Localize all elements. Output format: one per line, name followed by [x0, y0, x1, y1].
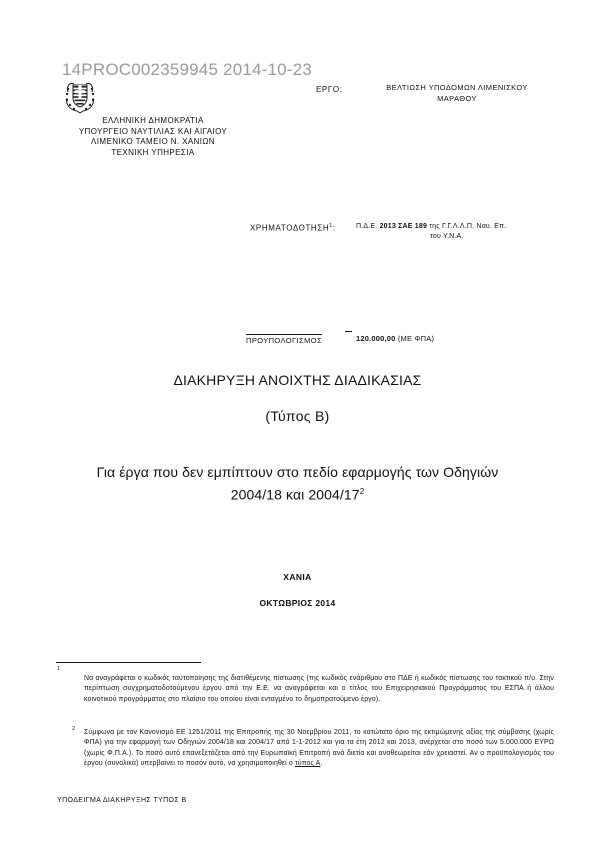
footnote-separator: [56, 662, 201, 663]
footnote-1-text: Να αναγράφεται ο κωδικός ταυτοποίησης της διατιθέμενης πίστωσης (της κωδικός ενάριθμου στο ΠΔΕ ή κωδικός πίστωσης του τακτικού π/υ. Στην περίπτωση συγχρηματοδοτούμενου έργου από την Ε.Ε. να αναγράφεται και ο τίτλος του Επιχειρησιακού Προγράμματος του ΕΣΠΑ ή άλλου κοινοτικού προγράμματος στο πλαίσιο του οποίου είναι ενταγμένο το δημοπρατούμενο έργο).: [84, 675, 554, 703]
footnote-ref-2: 2: [359, 487, 365, 496]
project-title: [372, 82, 542, 104]
budget-value: [356, 334, 434, 343]
document-title: ΔΙΑΚΗΡΥΞΗ ΑΝΟΙΧΤΗΣ ΔΙΑΔΙΚΑΣΙΑΣ: [173, 372, 422, 388]
project-title-line: ΒΕΛΤΙΩΣΗ ΥΠΟΔΟΜΩΝ ΛΙΜΕΝΙΣΚΟΥ: [386, 83, 528, 92]
footnote-2-mark: 2: [72, 726, 76, 732]
subtitle-line2-wrap: [40, 482, 555, 505]
project-title-line: ΜΑΡΑΘΟΥ: [437, 94, 477, 103]
city: ΧΑΝΙΑ: [283, 572, 312, 582]
funding-line1-a: Π.Δ.Ε.: [356, 223, 380, 230]
greek-coat-of-arms-emblem: [64, 78, 96, 114]
footnote-2-end: .: [320, 759, 323, 767]
document-subtitle: [40, 463, 555, 505]
issue-date: ΟΚΤΩΒΡΙΟΣ 2014: [259, 598, 336, 608]
budget-amount: 120.000,00: [356, 334, 396, 343]
funding-label-text: ΧΡΗΜΑΤΟΔΟΤΗΣΗ: [250, 223, 330, 233]
footnote-2-text: Σύμφωνα με τον Κανονισμό ΕΕ 1251/2011 της Επιτροπής της 30 Νοεμβρίου 2011, το κατώτατο όριο της εκτιμώμενης αξίας της σύμβασης (χωρίς ΦΠΑ) για την εφαρμογή των Οδηγιών 2004/18 και 2004/17 από 1-1-2012 και για τα έτη 2012 και 2013, ανέρχεται στο ποσό των 5.000.000 ΕΥΡΩ (χωρίς Φ.Π.Α.). Το ποσό αυτό επανεξετάζεται από την Ευρωπαϊκή Επιτροπή ανά διετία και αναθεωρείται εάν χρειαστεί. Αν ο προϋπολογισμός του έργου (συνολικά) υπερβαίνει το ποσόν αυτό, να χρησιμοποιηθεί ο: [84, 729, 554, 767]
page-footer: ΥΠΟΔΕΙΓΜΑ ΔΙΑΚΗΡΥΞΗΣ ΤΥΠΟΣ Β: [57, 797, 187, 804]
funding-source: [356, 222, 551, 242]
subtitle-line2: 2004/18 και 2004/17: [230, 486, 360, 503]
funding-line1-c: της Γ.Γ.Λ.Λ.Π. Ναυ. Επ.: [427, 223, 507, 230]
budget-divider: [345, 331, 352, 332]
document-id-watermark: 14PROC002359945 2014-10-23: [62, 60, 312, 79]
footnote-2: [84, 728, 554, 769]
footnote-2-type-a: τύπος Α: [294, 759, 321, 767]
document-type: (Τύπος Β): [265, 408, 330, 424]
budget-unit: (ΜΕ ΦΠΑ): [397, 334, 435, 343]
authority-line: ΤΕΧΝΙΚΗ ΥΠΗΡΕΣΙΑ: [111, 147, 195, 157]
authority-line: ΕΛΛΗΝΙΚΗ ΔΗΜΟΚΡΑΤΙΑ: [102, 116, 204, 125]
funding-label: [250, 223, 336, 233]
issuing-authority: [58, 116, 248, 158]
footnote-1-mark: 1: [57, 666, 61, 672]
funding-colon: :: [332, 223, 336, 233]
funding-line1-b: 2013 ΣΑΕ 189: [379, 223, 428, 230]
budget-label: ΠΡΟΥΠΟΛΟΓΙΣΜΟΣ: [246, 336, 322, 345]
footnote-ref-1: 1: [329, 223, 333, 229]
authority-line: ΛΙΜΕΝΙΚΟ ΤΑΜΕΙΟ Ν. ΧΑΝΙΩΝ: [91, 137, 215, 146]
authority-line: ΥΠΟΥΡΓΕΙΟ ΝΑΥΤΙΛΙΑΣ ΚΑΙ ΑΙΓΑΙΟΥ: [78, 126, 228, 136]
funding-line2: του Υ.Ν.Α.: [430, 233, 464, 240]
project-label: ΕΡΓΟ:: [316, 85, 343, 94]
subtitle-line1: Για έργα που δεν εμπίπτουν στο πεδίο εφαρμογής των Οδηγιών: [96, 464, 499, 480]
